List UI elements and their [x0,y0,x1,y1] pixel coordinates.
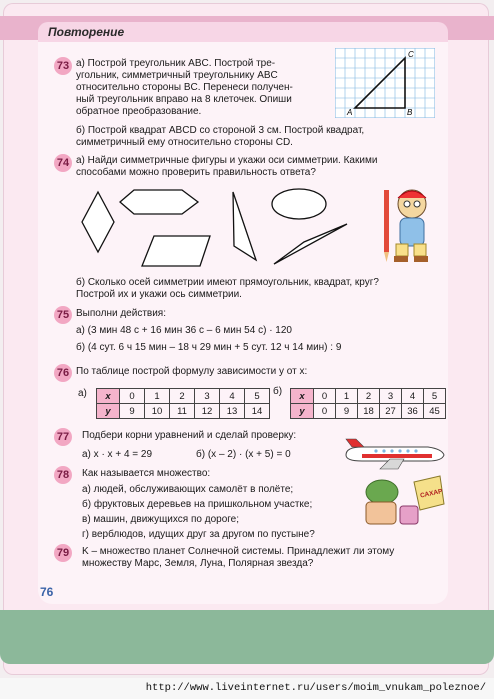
table-b-cell: 3 [380,389,402,404]
table-b-cell: 45 [424,404,446,419]
isosceles-triangle-shape [233,192,256,260]
bottom-band [0,610,494,664]
exercise-73a-line5: обратное преобразование. [76,106,202,117]
exercise-77b: б) (x – 2) · (x + 5) = 0 [196,449,291,460]
table-a-cell: 1 [145,389,170,404]
table-b-cell: 4 [402,389,424,404]
sugar-label: САХАР [419,488,444,500]
table-b-cell: 5 [424,389,446,404]
cartoon-character-illustration [380,180,440,268]
table-b-cell: 9 [336,404,358,419]
table-a-cell: 2 [170,389,195,404]
exercise-78-item-a: а) людей, обслуживающих самолёт в полёте; [82,484,294,495]
exercise-78-item-c: в) машин, движущихся по дороге; [82,514,240,525]
table-a-cell: 14 [245,404,270,419]
exercise-75b: б) (4 сут. 6 ч 15 мин – 18 ч 29 мин + 5 сут. 12 ч 14 мин) : 9 [76,342,342,353]
triangle-grid-figure [335,48,435,118]
exercise-number-77: 77 [54,428,72,446]
table-b [290,388,446,419]
exercise-75a: а) (3 мин 48 с + 16 мин 36 с – 6 мин 54 с) · 120 [76,325,292,336]
exercise-78-item-d: г) верблюдов, идущих друг за другом по пустыне? [82,529,315,540]
table-a-x-label: x [97,389,120,404]
table-a [96,388,270,419]
exercise-78-title: Как называется множество: [82,468,211,479]
footer-url[interactable]: http://www.liveinternet.ru/users/moim_vnukam_poleznoe/ [145,682,486,694]
table-b-cell: 0 [314,404,336,419]
table-b-cell: 2 [358,389,380,404]
hexagon-shape [120,190,198,214]
exercise-79-line1: K – множество планет Солнечной системы. Принадлежит ли этому [82,546,395,557]
exercise-73a-line4: ный треугольник вправо на 8 клеточек. Опиши [76,94,292,105]
sugar-and-jars-illustration [360,474,446,530]
table-a-y-label: y [97,404,120,419]
exercise-77-title: Подбери корни уравнений и сделай проверку: [82,430,297,441]
table-b-cell: 36 [402,404,424,419]
table-b-label: б) [273,386,283,397]
exercise-76-title: По таблице построй формулу зависимости y от x: [76,366,308,377]
exercise-number-74: 74 [54,154,72,172]
exercise-75-title: Выполни действия: [76,308,166,319]
grid-label-c: C [408,50,414,59]
table-b-y-row [291,404,446,419]
exercise-74b-line2: Построй их и укажи ось симметрии. [76,289,242,300]
table-a-cell: 0 [120,389,145,404]
exercise-74a-line1: а) Найди симметричные фигуры и укажи оси симметрии. Какими [76,155,378,166]
exercise-number-78: 78 [54,466,72,484]
grid-label-b: B [407,108,413,117]
exercise-74a-line2: способами можно проверить правильность ответа? [76,167,316,178]
exercise-number-73: 73 [54,57,72,75]
table-a-cell: 5 [245,389,270,404]
ellipse-shape [272,189,326,219]
exercise-74b-line1: б) Сколько осей симметрии имеют прямоугольник, квадрат, круг? [76,277,379,288]
exercise-73a-line3: относительно стороны BC. Перенеси получен- [76,82,293,93]
exercise-number-79: 79 [54,544,72,562]
parallelogram-shape [142,236,210,266]
table-a-cell: 12 [195,404,220,419]
table-b-cell: 18 [358,404,380,419]
table-a-label: а) [78,388,87,399]
airplane-illustration [342,437,446,471]
table-a-y-row [97,404,270,419]
table-a-cell: 4 [220,389,245,404]
grid-label-a: A [347,108,353,117]
table-b-x-row [291,389,446,404]
exercise-number-75: 75 [54,306,72,324]
exercise-79-line2: множеству Марс, Земля, Луна, Полярная звезда? [82,558,314,569]
symmetry-shapes-figure [74,184,374,270]
exercise-78-item-b: б) фруктовых деревьев на пришкольном участке; [82,499,313,510]
table-b-cell: 27 [380,404,402,419]
table-b-x-label: x [291,389,314,404]
exercise-73b-line1: б) Построй квадрат ABCD со стороной 3 см. Построй квадрат, [76,125,365,136]
table-b-cell: 0 [314,389,336,404]
table-a-cell: 3 [195,389,220,404]
exercise-77a: а) x · x + 4 = 29 [82,449,153,460]
table-a-cell: 9 [120,404,145,419]
section-title: Повторение [48,25,125,39]
table-b-cell: 1 [336,389,358,404]
exercise-73a-line1: а) Построй треугольник ABC. Построй тре- [76,58,276,69]
exercise-73b-line2: симметричный ему относительно стороны CD. [76,137,293,148]
table-a-x-row [97,389,270,404]
exercise-number-76: 76 [54,364,72,382]
table-b-y-label: y [291,404,314,419]
exercise-73a-line2: угольник, симметричный треугольнику ABC [76,70,278,81]
table-a-cell: 11 [170,404,195,419]
obtuse-triangle-shape [274,224,347,264]
table-a-cell: 10 [145,404,170,419]
table-a-cell: 13 [220,404,245,419]
page-number: 76 [40,585,54,599]
rhombus-shape [82,192,114,252]
